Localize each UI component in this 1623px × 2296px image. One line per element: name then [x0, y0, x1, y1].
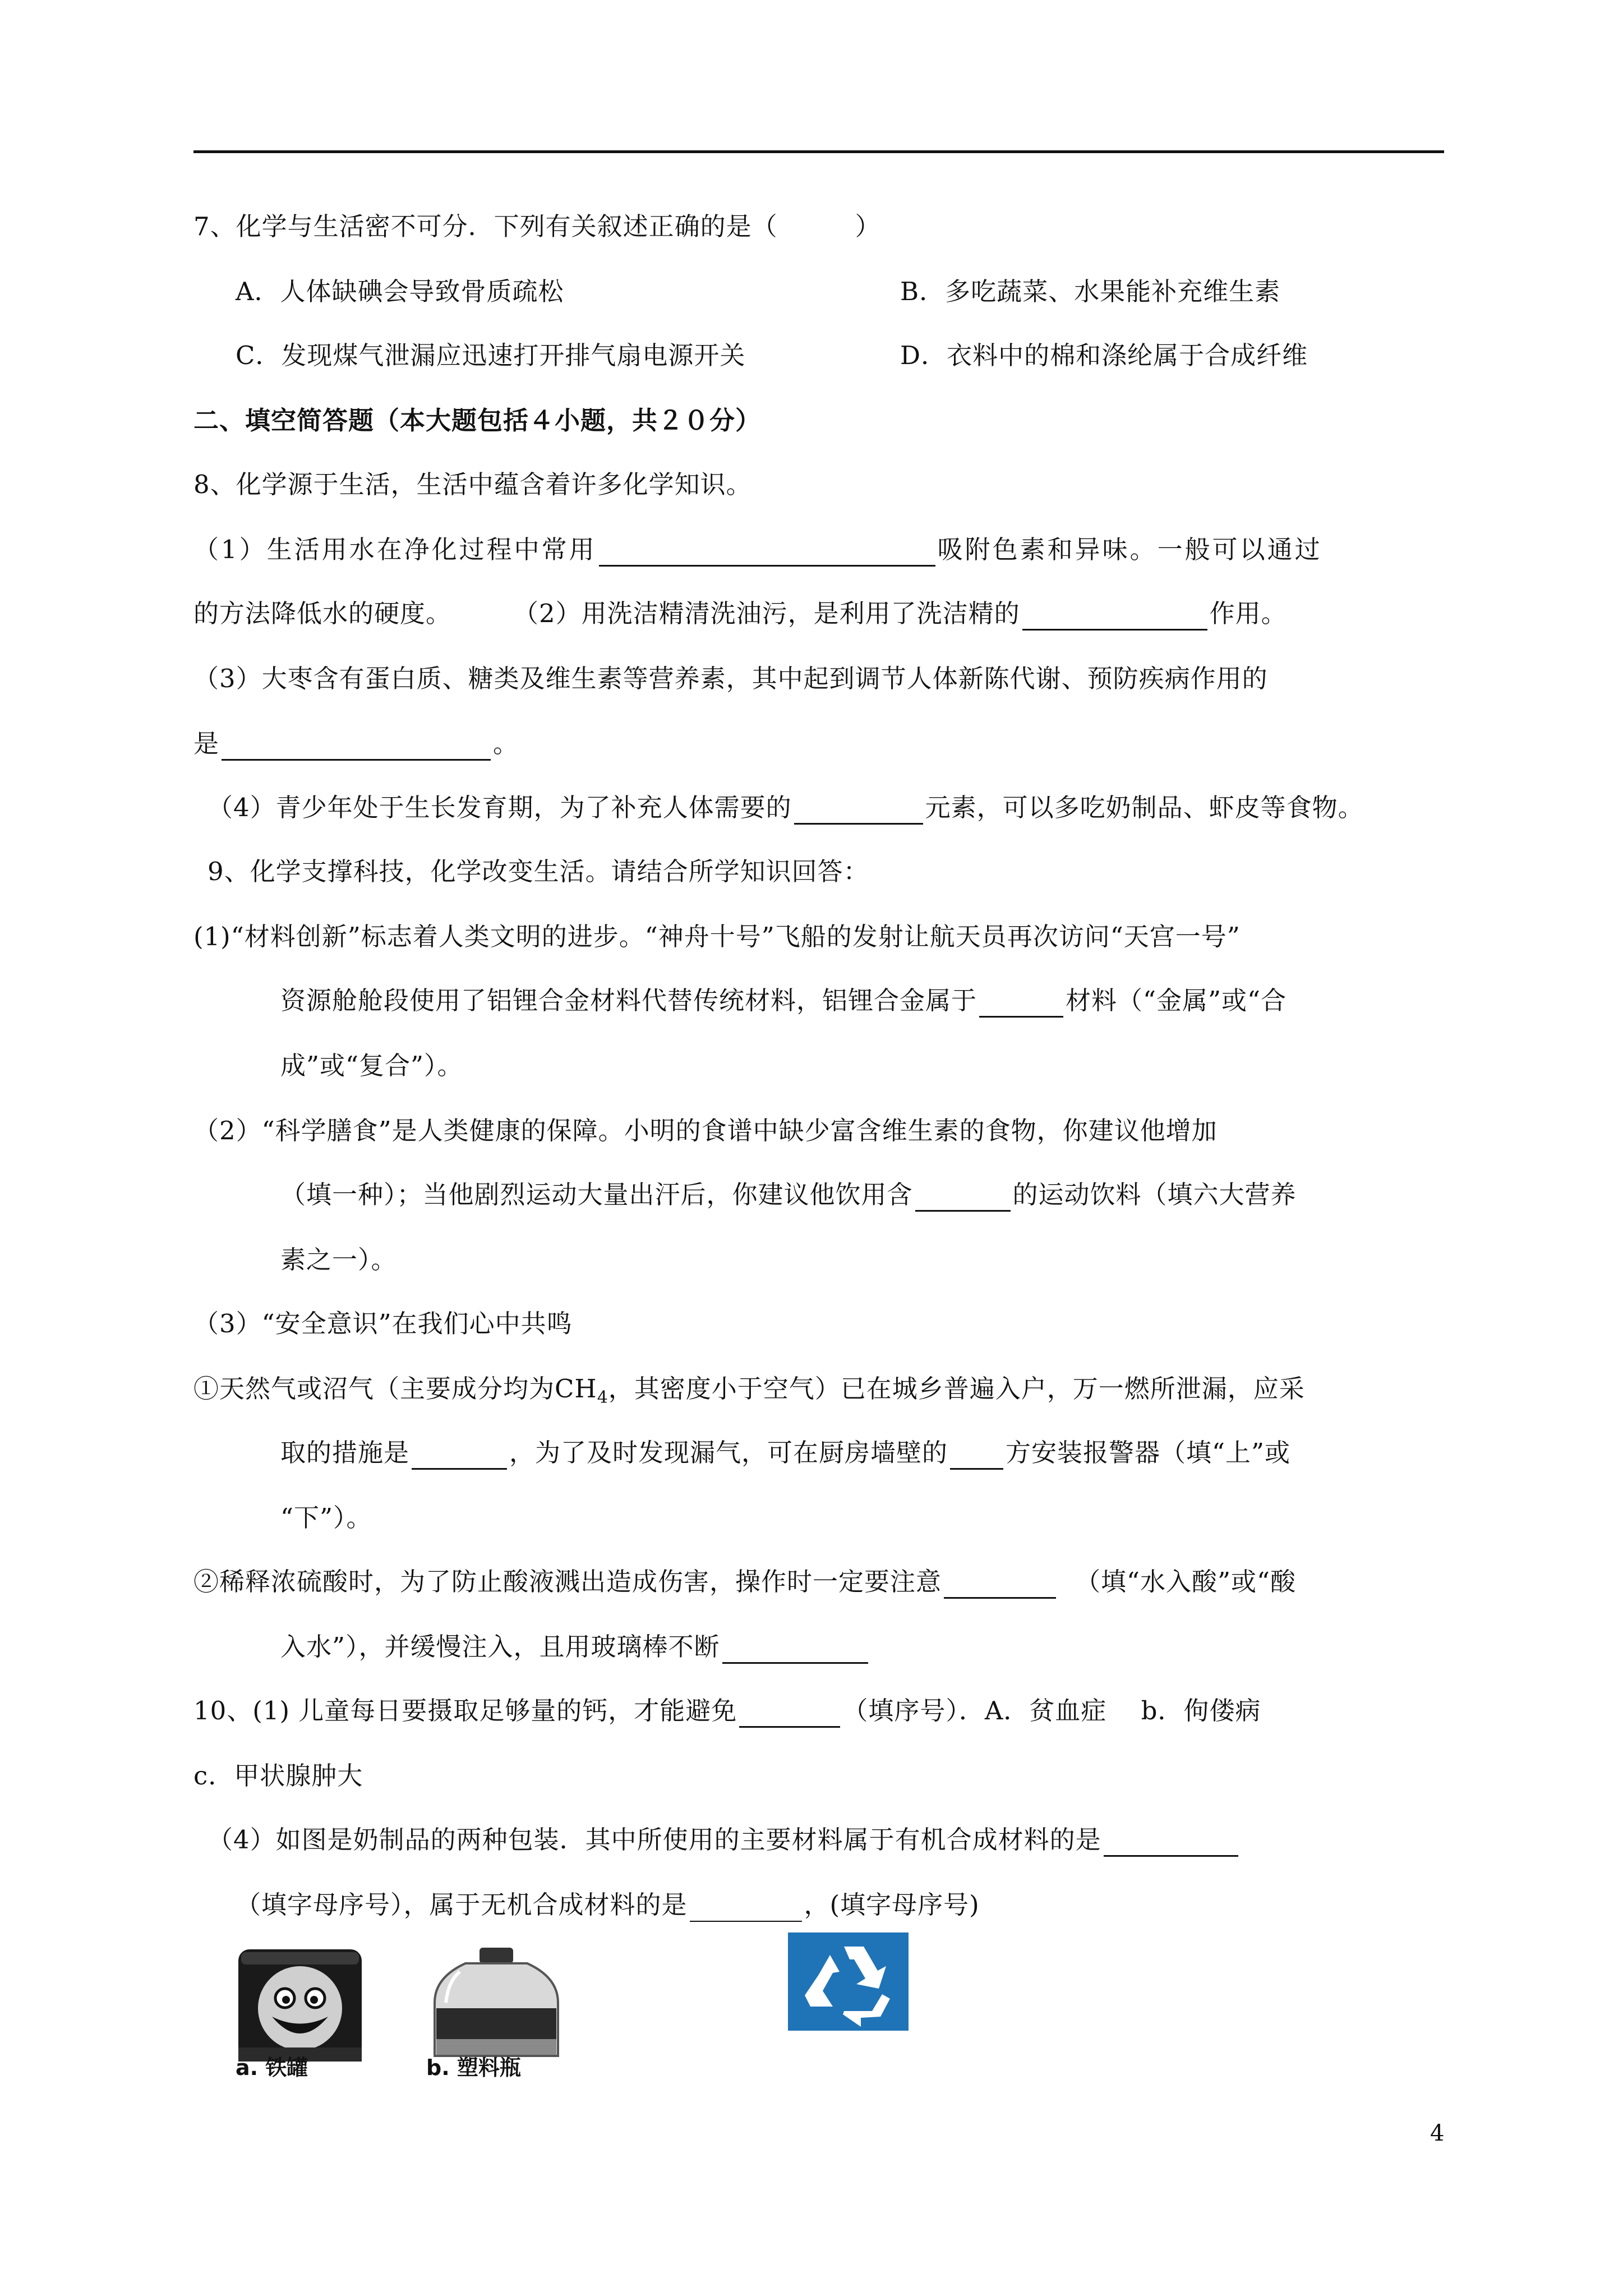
- q8-part1-line: [193, 533, 1322, 567]
- q10-part4-text-b: （填字母序号），属于无机合成材料的是: [236, 1890, 688, 1920]
- header-rule: [193, 150, 1444, 153]
- q10-part4-line-a: [208, 1823, 1241, 1857]
- q10-part4-text-c: ，(填字母序号): [804, 1890, 980, 1920]
- q9-part3-1-text-e: 方安装报警器（填“上”或: [1006, 1438, 1291, 1467]
- plastic-bottle-caption: b. 塑料瓶: [426, 2055, 521, 2080]
- q8-part3-line: （3）大枣含有蛋白质、糖类及维生素等营养素，其中起到调节人体新陈代谢、预防疾病作用的: [193, 664, 1268, 693]
- plastic-bottle-icon: [426, 1947, 566, 2059]
- q9-part3-1-line-b: [280, 1436, 1290, 1470]
- recycle-icon: [788, 1932, 909, 2031]
- q9-blank-3[interactable]: [412, 1442, 507, 1470]
- q7-option-d: D．衣料中的棉和涤纶属于合成纤维: [900, 341, 1308, 370]
- q9-blank-1[interactable]: [979, 990, 1063, 1018]
- q9-part2-line-a: （2）“科学膳食”是人类健康的保障。小明的食谱中缺少富含维生素的食物，你建议他增加: [193, 1116, 1218, 1145]
- q8-part1-text-b: 吸附色素和异味。一般可以通过: [937, 535, 1322, 564]
- q9-blank-5[interactable]: [944, 1571, 1056, 1599]
- q9-blank-6[interactable]: [722, 1636, 868, 1664]
- q8-part3-text-c: 。: [493, 729, 519, 758]
- q7-option-b: B．多吃蔬菜、水果能补充维生素: [900, 277, 1281, 306]
- section-heading: 二、填空简答题（本大题包括４小题，共２０分）: [193, 406, 762, 435]
- q8-stem: 8、化学源于生活，生活中蕴含着许多化学知识。: [193, 470, 752, 499]
- q10-part4-text-a: （4）如图是奶制品的两种包装．其中所使用的主要材料属于有机合成材料的是: [208, 1825, 1101, 1855]
- q8-part1-2-line: [193, 597, 1287, 631]
- q9-part1-text-b: 资源舱舱段使用了铝锂合金材料代替传统材料，铝锂合金属于: [280, 986, 978, 1015]
- q8-blank-3[interactable]: [222, 733, 491, 761]
- q8-part2-text-a: （2）用洗洁精清洗油污，是利用了洗洁精的: [513, 599, 1020, 628]
- q8-part4-text-a: （4）青少年处于生长发育期，为了补充人体需要的: [208, 793, 792, 822]
- q10-part1-line-b: c．甲状腺肿大: [193, 1761, 363, 1791]
- q9-part3-heading: （3）“安全意识”在我们心中共鸣: [193, 1309, 573, 1338]
- plastic-bottle-figure: [426, 1947, 566, 2059]
- q9-part2-line-d: 素之一）。: [280, 1245, 397, 1274]
- page-number: 4: [1430, 2120, 1445, 2146]
- q8-part4-line: [208, 791, 1364, 825]
- q7-option-a: A．人体缺碘会导致骨质疏松: [236, 277, 564, 306]
- q9-part3-2-line-b: [280, 1630, 870, 1664]
- q9-blank-2[interactable]: [915, 1184, 1011, 1212]
- q10-blank-2[interactable]: [1104, 1829, 1238, 1857]
- q9-part3-2-text-c: 入水”），并缓慢注入，且用玻璃棒不断: [280, 1632, 720, 1662]
- q9-part3-1-line-a: [193, 1372, 1305, 1415]
- q9-part1-line-a: (1)“材料创新”标志着人类文明的进步。“神舟十号”飞船的发射让航天员再次访问“天宫一号”: [193, 922, 1241, 951]
- q9-part1-text-c: 材料（“金属”或“合: [1066, 986, 1287, 1015]
- q7-option-c: C．发现煤气泄漏应迅速打开排气扇电源开关: [236, 341, 746, 370]
- q8-blank-2[interactable]: [1022, 603, 1207, 631]
- q9-part2-text-b: （填一种）；当他剧烈运动大量出汗后，你建议他饮用含: [280, 1180, 913, 1209]
- q9-part3-2-line-a: [193, 1565, 1296, 1599]
- q8-part1-text-a: （1）生活用水在净化过程中常用: [193, 535, 597, 564]
- q9-part3-1-text-c: 取的措施是: [280, 1438, 410, 1467]
- iron-can-caption: a. 铁罐: [236, 2055, 308, 2080]
- q10-part1-text-b: （填序号）．A．贫血症 b．佝偻病: [842, 1696, 1261, 1726]
- q9-part2-text-c: 的运动饮料（填六大营养: [1012, 1180, 1297, 1209]
- q8-part2-text-b: 作用。: [1209, 599, 1287, 628]
- q9-part1-line-d: 成”或“复合”）。: [280, 1051, 463, 1080]
- recycle-figure: [788, 1932, 909, 2031]
- q9-part3-1-text-d: ，为了及时发现漏气，可在厨房墙壁的: [509, 1438, 948, 1467]
- q10-blank-1[interactable]: [739, 1700, 840, 1728]
- q8-part3b-line: [193, 727, 519, 761]
- q10-blank-3[interactable]: [690, 1898, 802, 1922]
- q9-stem: 9、化学支撑科技，化学改变生活。请结合所学知识回答：: [208, 857, 869, 886]
- q9-part3-1-text-b: ，其密度小于空气）已在城乡普遍入户，万一燃所泄漏，应采: [608, 1374, 1305, 1404]
- q9-blank-4[interactable]: [950, 1442, 1003, 1470]
- q8-blank-4[interactable]: [794, 797, 923, 825]
- q9-part3-1-line-c: “下”）。: [280, 1503, 372, 1533]
- q8-part4-text-b: 元素，可以多吃奶制品、虾皮等食物。: [925, 793, 1364, 822]
- q9-part2-line-b: [280, 1178, 1297, 1212]
- q10-part1-line-a: [193, 1694, 1261, 1728]
- q8-blank-1[interactable]: [599, 539, 935, 567]
- q9-part3-1-text-a: ①天然气或沼气（主要成分均为CH: [193, 1374, 597, 1404]
- ch4-subscript: 4: [597, 1388, 608, 1407]
- q9-part1-line-b: [280, 984, 1287, 1018]
- q10-part4-line-b: [236, 1888, 980, 1922]
- q8-part1-text-c: 的方法降低水的硬度。: [193, 599, 452, 628]
- q7-stem: 7、化学与生活密不可分．下列有关叙述正确的是（ ）: [193, 211, 881, 241]
- q10-part1-text-a: 10、(1) 儿童每日要摄取足够量的钙，才能避免: [193, 1696, 737, 1726]
- q9-part3-2-text-b: （填“水入酸”或“酸: [1075, 1567, 1297, 1596]
- q9-part3-2-text-a: ②稀释浓硫酸时，为了防止酸液溅出造成伤害，操作时一定要注意: [193, 1567, 942, 1596]
- q8-part3-text-b: 是: [193, 729, 220, 758]
